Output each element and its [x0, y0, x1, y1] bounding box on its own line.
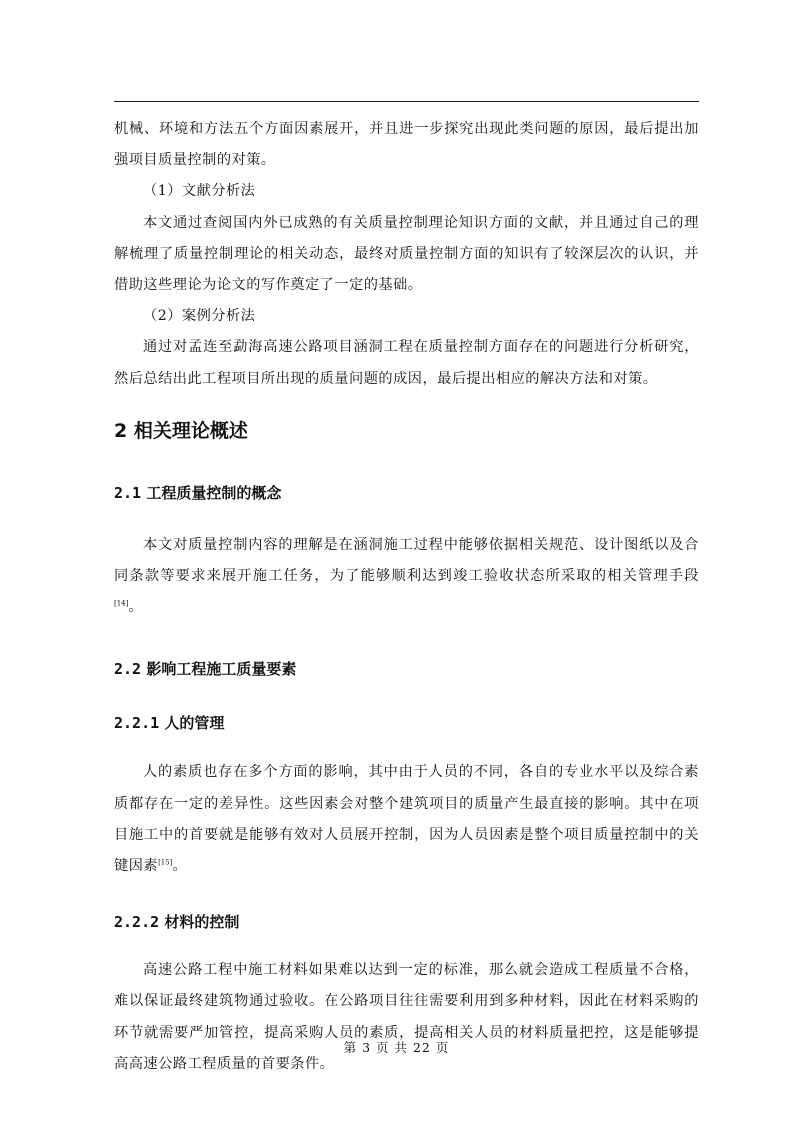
- paragraph-intro-continued: 机械、环境和方法五个方面因素展开，并且进一步探究出现此类问题的原因，最后提出加强项目质量控制的对策。: [114, 121, 699, 169]
- section-2-1-title: 工程质量控制的概念: [146, 483, 282, 502]
- paragraph-quality-control-concept: [114, 530, 699, 624]
- section-2-1-heading: [114, 481, 699, 505]
- section-2-2-2-title: 材料的控制: [164, 913, 240, 932]
- section-2-2-heading: [114, 657, 699, 681]
- method-heading-literature: （1）文献分析法: [143, 183, 256, 200]
- section-2-heading: [114, 418, 699, 444]
- page-content: [114, 114, 699, 1080]
- paragraph-quality-control-concept-text: 本文对质量控制内容的理解是在涵洞施工过程中能够依据相关规范、设计图纸以及合同条款等要求来展开施工任务，为了能够顺利达到竣工验收状态所采取的相关管理手段: [114, 536, 699, 585]
- section-2-2-1-heading: [114, 711, 699, 735]
- section-2-2-title: 影响工程施工质量要素: [146, 660, 297, 679]
- section-2-title: 相关理论概述: [133, 419, 248, 442]
- method-heading-case: （2）案例分析法: [143, 308, 256, 325]
- citation-15: [15]: [158, 858, 173, 867]
- section-2-2-1-number: 2.2.1: [114, 714, 160, 733]
- section-2-1-number: 2.1: [114, 483, 142, 502]
- section-2-2-number: 2.2: [114, 660, 142, 679]
- paragraph-end-mark: 。: [128, 599, 144, 616]
- section-2-2-2-number: 2.2.2: [114, 913, 160, 932]
- paragraph-end-mark: 。: [172, 858, 188, 875]
- paragraph-literature-method: 本文通过查阅国内外已成熟的有关质量控制理论知识方面的文献，并且通过自己的理解梳理了质量控制理论的相关动态，最终对质量控制方面的知识有了较深层次的认识，并借助这些理论为论文的写作奠定了一定的基础。: [114, 214, 699, 294]
- citation-14: [14]: [114, 599, 129, 608]
- paragraph-case-method: 通过对孟连至勐海高速公路项目涵洞工程在质量控制方面存在的问题进行分析研究，然后总结出此工程项目所出现的质量问题的成因，最后提出相应的解决方法和对策。: [114, 339, 699, 387]
- section-2-number: 2: [114, 419, 128, 442]
- section-2-2-1-title: 人的管理: [164, 714, 225, 733]
- paragraph-personnel-management-text: 人的素质也存在多个方面的影响，其中由于人员的不同，各自的专业水平以及综合素质都存在一定的差异性。这些因素会对整个建筑项目的质量产生最直接的影响。其中在项目施工中的首要就是能够有效对人员展开控制，因为人员因素是整个项目质量控制中的关键因素: [114, 764, 699, 875]
- page-footer: 第 3 页 共 22 页: [343, 1040, 450, 1055]
- header-rule: [114, 101, 699, 102]
- paragraph-material-control: 高速公路工程中施工材料如果难以达到一定的标准，那么就会造成工程质量不合格，难以保证最终建筑物通过验收。在公路项目往往需要利用到多种材料，因此在材料采购的环节就需要严加管控，提高采购人员的素质，提高相关人员的材料质量把控，这是能够提高高速公路工程质量的首要条件。: [114, 962, 699, 1072]
- paragraph-personnel-management: [114, 757, 699, 882]
- section-2-2-2-heading: [114, 910, 699, 934]
